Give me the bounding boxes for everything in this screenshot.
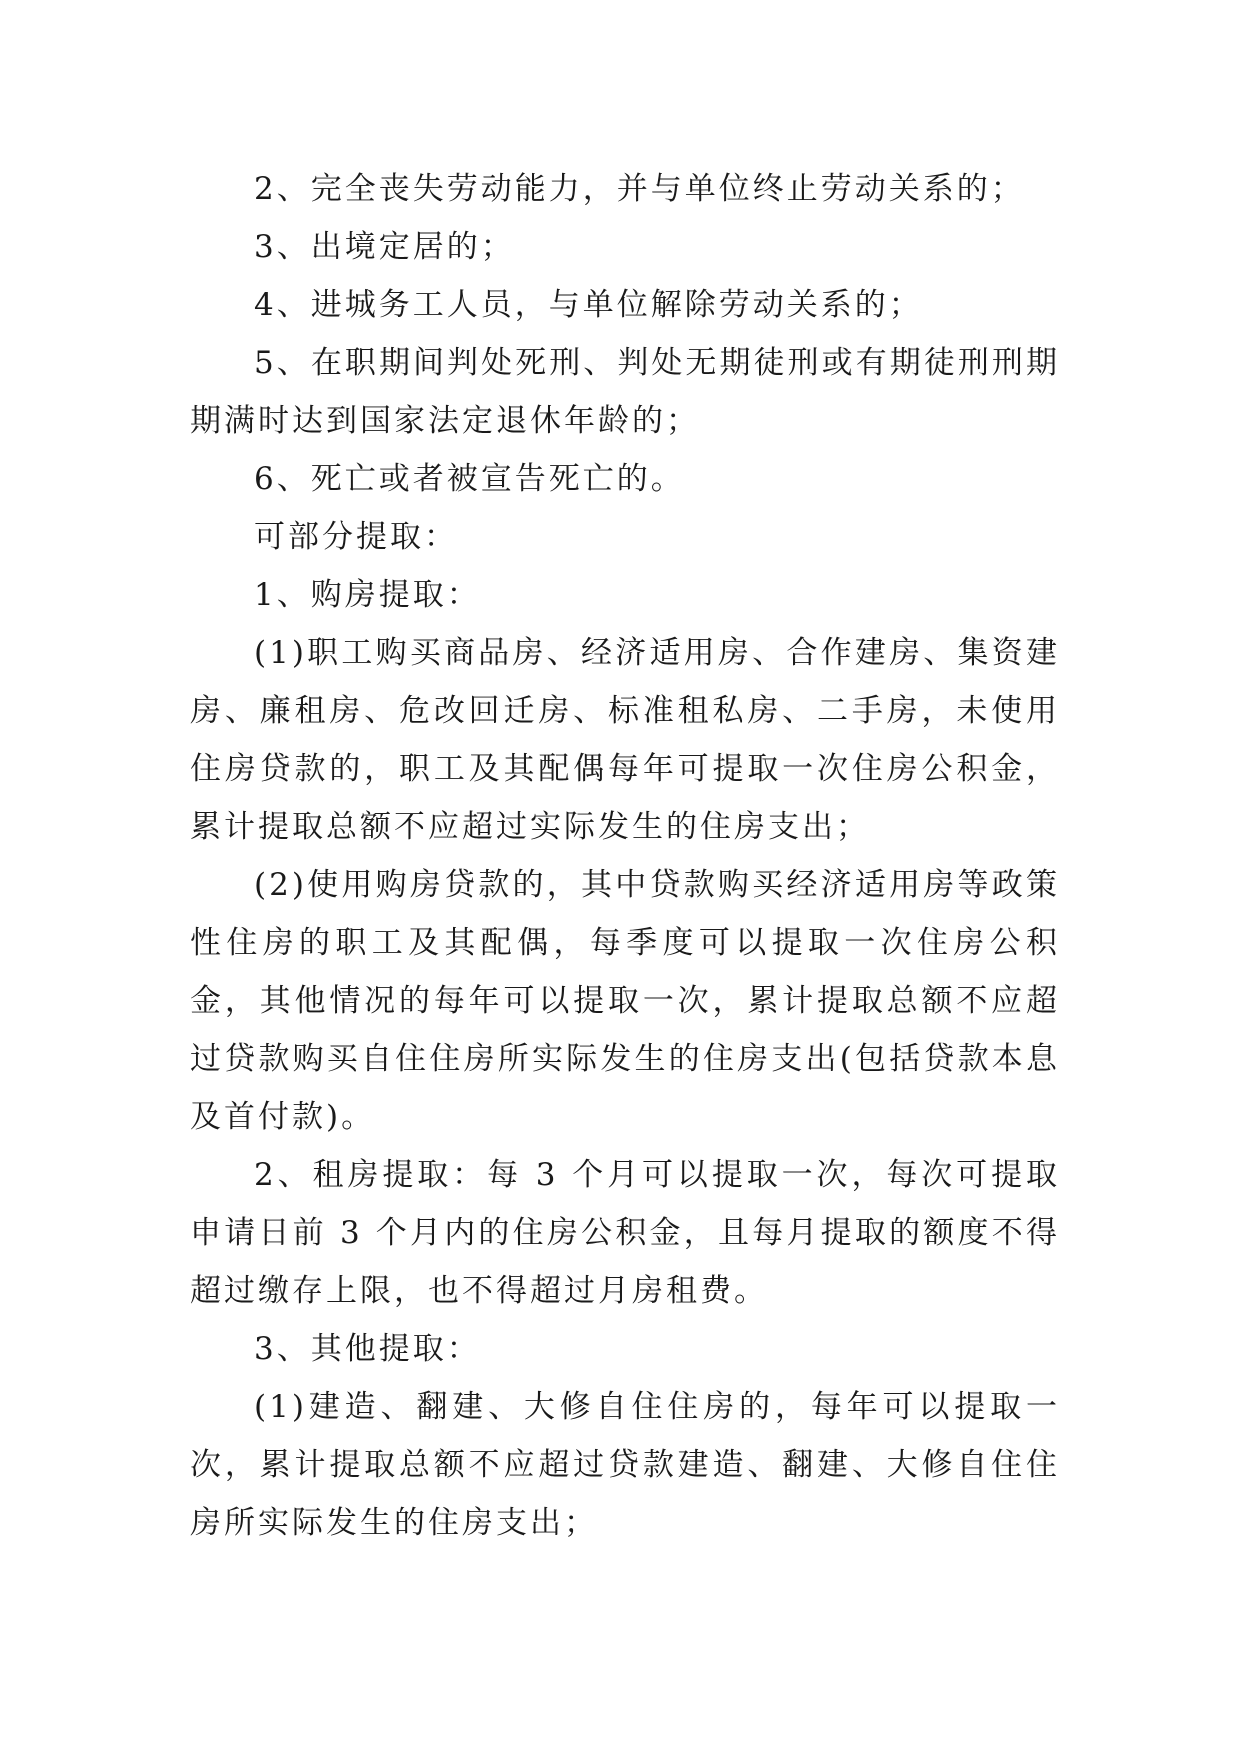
paragraph-other-1: (1)建造、翻建、大修自住住房的，每年可以提取一次，累计提取总额不应超过贷款建造、翻建、大修自住住房所实际发生的住房支出； xyxy=(190,1389,1060,1541)
document-body xyxy=(190,160,1060,1552)
paragraph-item-2: 2、完全丧失劳动能力，并与单位终止劳动关系的； xyxy=(254,171,1025,207)
paragraph-item-5: 5、在职期间判处死刑、判处无期徒刑或有期徒刑刑期期满时达到国家法定退休年龄的； xyxy=(190,345,1060,439)
paragraph-purchase-2: (2)使用购房贷款的，其中贷款购买经济适用房等政策性住房的职工及其配偶，每季度可以提取一次住房公积金，其他情况的每年可以提取一次，累计提取总额不应超过贷款购买自住住房所实际发生的住房支出(包括贷款本息及首付款)。 xyxy=(190,867,1060,1135)
paragraph-partial-heading: 可部分提取： xyxy=(254,519,458,555)
paragraph-purchase-1: (1)职工购买商品房、经济适用房、合作建房、集资建房、廉租房、危改回迁房、标准租私房、二手房，未使用住房贷款的，职工及其配偶每年可提取一次住房公积金，累计提取总额不应超过实际发生的住房支出； xyxy=(190,635,1060,845)
paragraph-rent: 2、租房提取：每 3 个月可以提取一次，每次可提取申请日前 3 个月内的住房公积金，且每月提取的额度不得超过缴存上限，也不得超过月房租费。 xyxy=(190,1157,1060,1309)
paragraph-purchase-heading: 1、购房提取： xyxy=(254,577,481,613)
paragraph-item-6: 6、死亡或者被宣告死亡的。 xyxy=(254,461,685,497)
paragraph-item-4: 4、进城务工人员，与单位解除劳动关系的； xyxy=(254,287,923,323)
paragraph-item-3: 3、出境定居的； xyxy=(254,229,515,265)
paragraph-other-heading: 3、其他提取： xyxy=(254,1331,481,1367)
